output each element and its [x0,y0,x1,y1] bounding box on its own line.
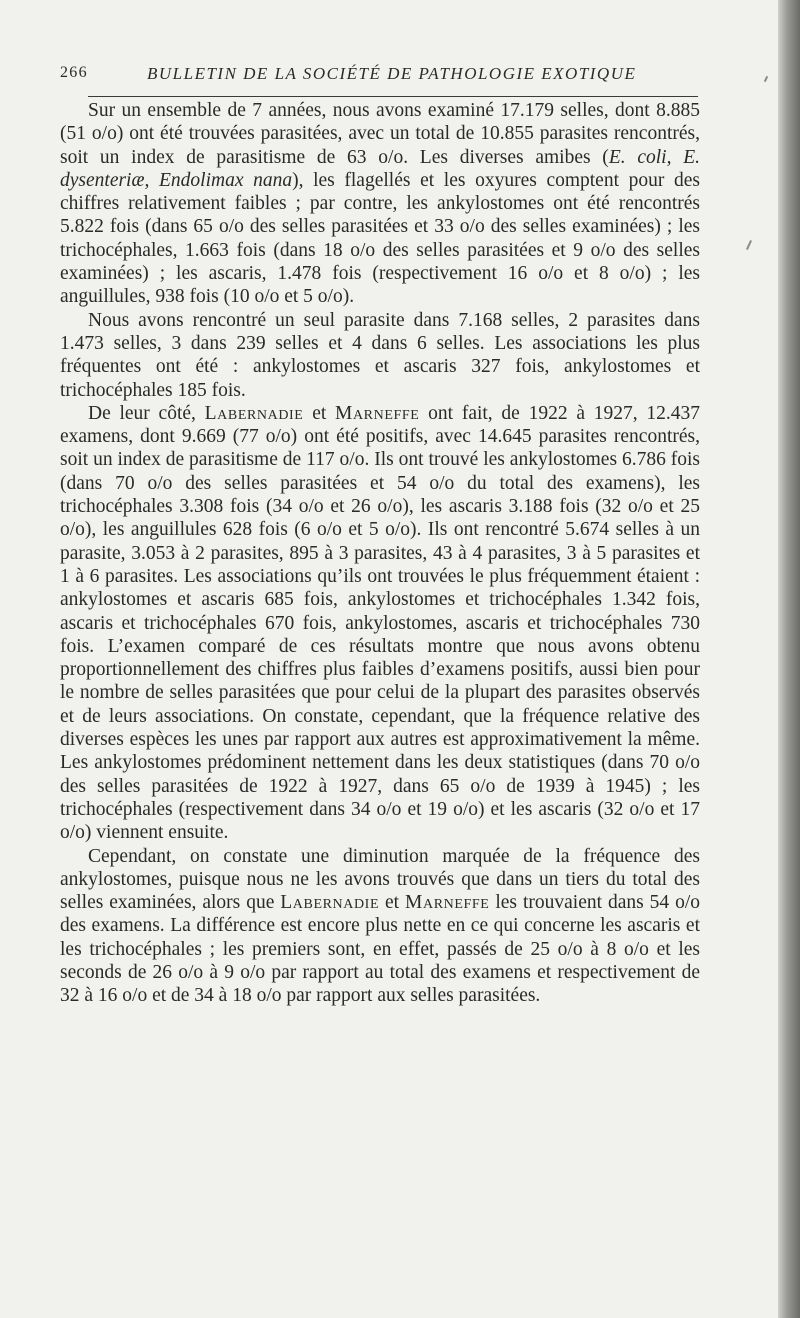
paper-speck [764,76,768,82]
page-number: 266 [60,64,88,81]
paragraph-1: Sur un ensemble de 7 années, nous avons examiné 17.179 selles, dont 8.885 (51 o/o) ont été trouvées parasitées, avec un total de 10.855 parasites rencontrés, soit un index de parasitisme de 63 o/o. Les diverses amibes (E. coli, E. dysenteriæ, Endolimax nana), les flagellés et les oxyures comptent pour des chiffres relativement faibles ; par contre, les ankylostomes ont été rencontrés 5.822 fois (dans 65 o/o des selles parasitées et 33 o/o des selles examinées) ; les trichocéphales, 1.663 fois (dans 18 o/o des selles parasitées et 9 o/o des selles examinées) ; les ascaris, 1.478 fois (respectivement 16 o/o et 8 o/o) ; les anguillules, 938 fois (10 o/o et 5 o/o). [60,100,700,308]
paragraph-3: De leur côté, Labernadie et Marneffe ont fait, de 1922 à 1927, 12.437 examens, dont 9.669 (77 o/o) ont été positifs, avec 14.645 parasites rencontrés, soit un index de parasitisme de 117 o/o. Ils ont trouvé les ankylostomes 6.786 fois (dans 70 o/o des selles parasitées et 54 o/o du total des examens), les trichocéphales 3.308 fois (34 o/o et 26 o/o), les ascaris 3.188 fois (32 o/o et 25 o/o), les anguillules 628 fois (6 o/o et 5 o/o). Ils ont rencontré 5.674 selles à un parasite, 3.053 à 2 parasites, 895 à 3 parasites, 43 à 4 parasites, 3 à 5 parasites et 1 à 6 parasites. Les associations qu’ils ont trouvées le plus fréquemment étaient : ankylostomes et ascaris 685 fois, ankylostomes et trichocéphales 1.342 fois, ascaris et trichocéphales 670 fois, ankylostomes, ascaris et trichocéphales 730 fois. L’examen comparé de ces résultats montre que nous avons obtenu proportionnellement des chiffres plus faibles d’examens positifs, aussi bien pour le nombre de selles parasitées que pour celui de la plupart des parasites observés et de leurs associations. On constate, cependant, que la fréquence relative des diverses espèces les unes par rapport aux autres est approximativement la même. Les ankylostomes prédominent nettement dans les deux statistiques (dans 70 o/o des selles parasitées de 1922 à 1927, dans 65 o/o de 1939 à 1945) ; les trichocéphales (respectivement dans 34 o/o et 19 o/o) et les ascaris (32 o/o et 17 o/o) viennent ensuite. [60,402,700,844]
paragraph-4: Cependant, on constate une diminution marquée de la fréquence des ankylostomes, puisque nous ne les avons trouvés que dans un tiers du total des selles examinées, alors que Labernadie et Marneffe les trouvaient dans 54 o/o des examens. La différence est encore plus nette en ce qui concerne les ascaris et les trichocéphales ; les premiers sont, en effet, passés de 25 o/o à 8 o/o et les seconds de 26 o/o à 9 o/o par rapport au total des examens et respectivement de 32 à 16 o/o et de 34 à 18 o/o par rapport aux selles parasitées. [60,845,700,1007]
header-rule [88,96,698,97]
body-text [60,99,700,1008]
author-name: Marneffe [335,402,420,424]
italic-species-names: E. coli, E. dysenteriæ, Endolimax nana [60,146,700,191]
page-edge-shadow [778,0,800,1318]
author-name: Labernadie [204,402,304,424]
running-title: BULLETIN DE LA SOCIÉTÉ DE PATHOLOGIE EXOTIQUE [147,64,637,83]
paragraph-2: Nous avons rencontré un seul parasite dans 7.168 selles, 2 parasites dans 1.473 selles, 3 dans 239 selles et 4 dans 6 selles. Les associations les plus fréquentes ont été : ankylostomes et ascaris 327 fois, ankylostomes et trichocéphales 185 fois. [60,309,700,401]
page-header [60,60,700,88]
author-name: Marneffe [405,892,490,914]
author-name: Labernadie [280,892,380,914]
paper-speck [746,240,752,250]
